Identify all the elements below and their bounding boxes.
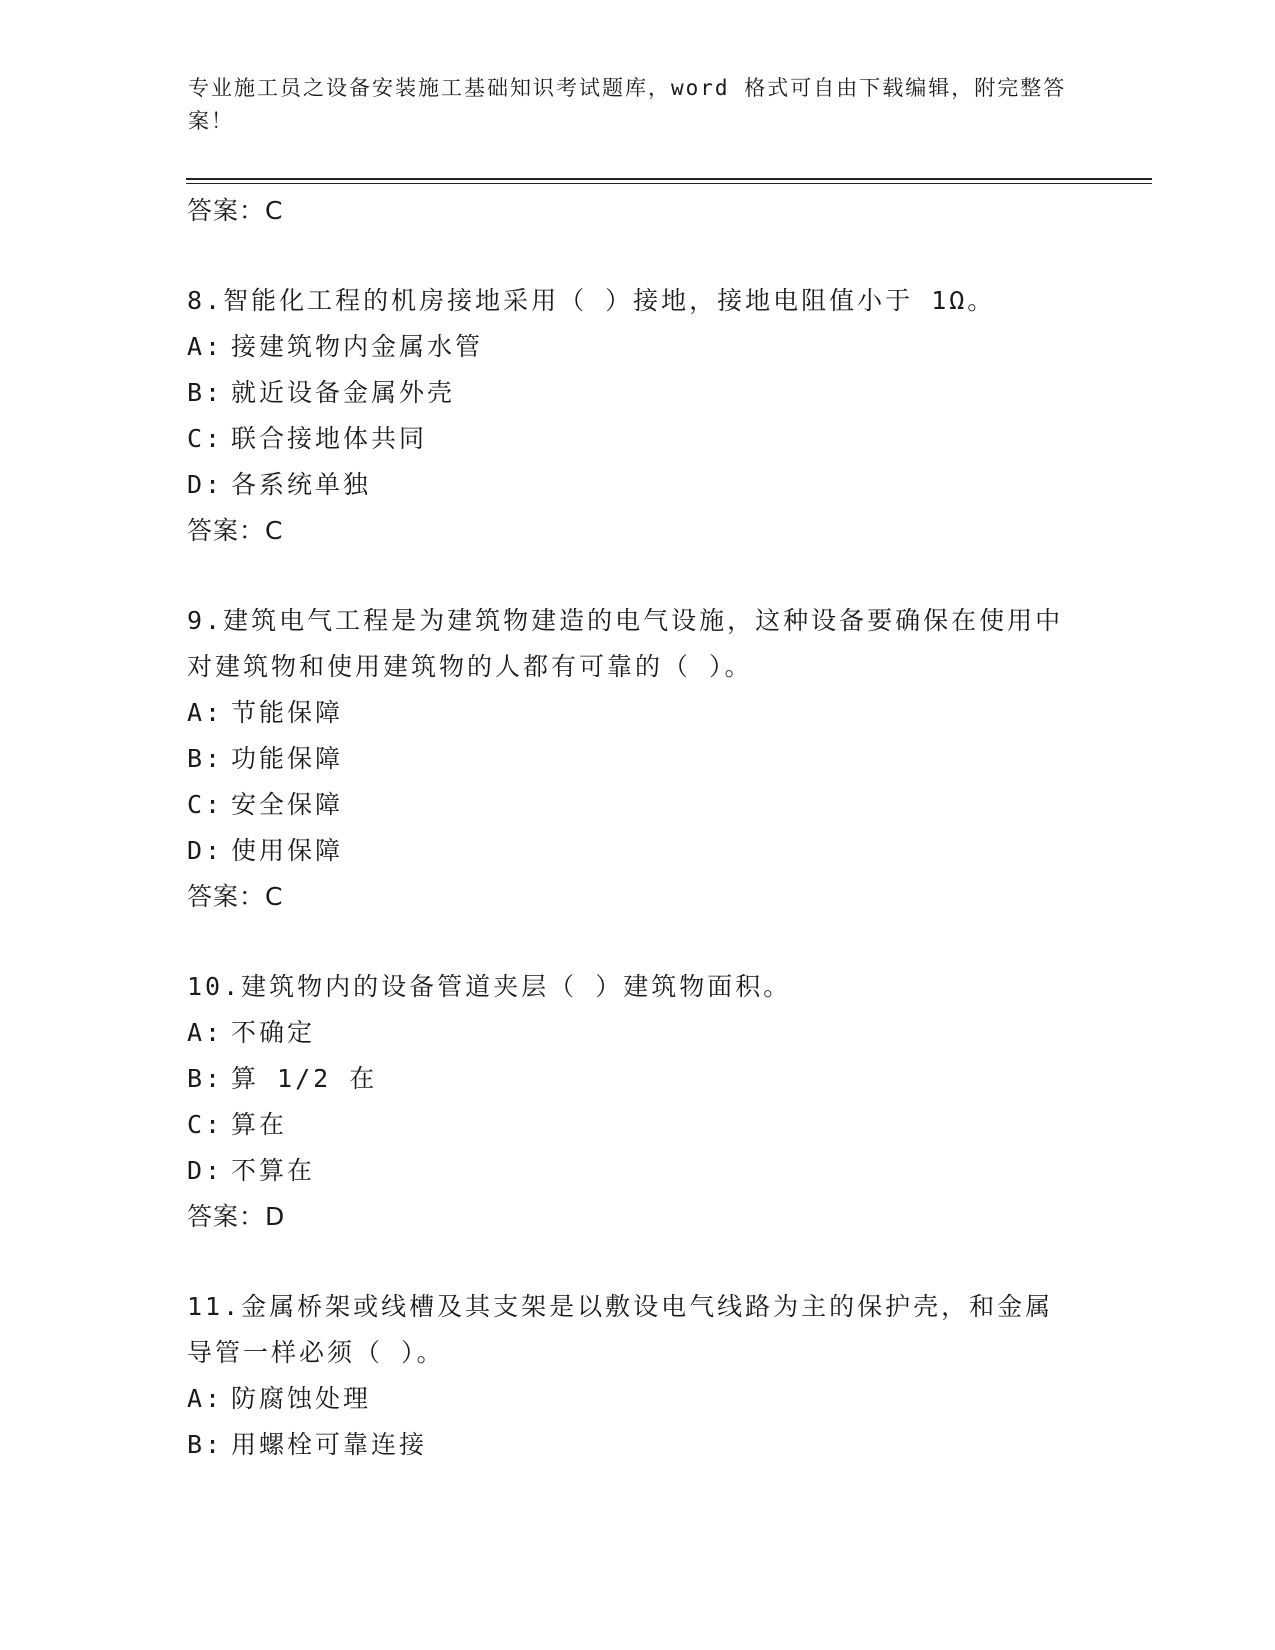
option-key: B:	[187, 744, 224, 773]
option-key: A:	[187, 698, 224, 727]
option-b	[187, 1422, 1087, 1468]
option-text: 就近设备金属外壳	[231, 378, 456, 407]
option-text: 算 1/2 在	[231, 1064, 378, 1093]
option-text: 算在	[231, 1110, 288, 1139]
option-a	[187, 690, 1087, 736]
answer-line: 答案：D	[187, 1202, 286, 1231]
option-text: 各系统单独	[231, 470, 372, 499]
option-key: C:	[187, 424, 224, 453]
option-key: A:	[187, 332, 224, 361]
option-key: C:	[187, 790, 224, 819]
option-c	[187, 1102, 1087, 1148]
question-text: 9.建筑电气工程是为建筑物建造的电气设施，这种设备要确保在使用中对建筑物和使用建筑物的人都有可靠的（ ）。	[187, 606, 1064, 681]
option-d	[187, 828, 1087, 874]
option-a	[187, 1376, 1087, 1422]
option-d	[187, 462, 1087, 508]
option-text: 防腐蚀处理	[231, 1384, 372, 1413]
option-key: C:	[187, 1110, 224, 1139]
option-b	[187, 1056, 1087, 1102]
option-key: D:	[187, 470, 224, 499]
option-text: 联合接地体共同	[231, 424, 428, 453]
option-text: 使用保障	[231, 836, 344, 865]
option-text: 接建筑物内金属水管	[231, 332, 484, 361]
header-divider-thin	[186, 183, 1152, 184]
option-c	[187, 416, 1087, 462]
option-text: 用螺栓可靠连接	[231, 1430, 428, 1459]
option-key: B:	[187, 1430, 224, 1459]
option-key: A:	[187, 1384, 224, 1413]
header-divider-thick	[186, 178, 1152, 180]
option-text: 不算在	[231, 1156, 316, 1185]
option-b	[187, 736, 1087, 782]
answer-line: 答案：C	[187, 516, 284, 545]
option-a	[187, 1010, 1087, 1056]
answer-line: 答案：C	[187, 196, 284, 225]
option-key: D:	[187, 836, 224, 865]
option-key: D:	[187, 1156, 224, 1185]
option-text: 不确定	[231, 1018, 316, 1047]
option-a	[187, 324, 1087, 370]
option-text: 节能保障	[231, 698, 344, 727]
question-list	[187, 188, 1087, 1468]
option-key: B:	[187, 378, 224, 407]
option-text: 安全保障	[231, 790, 344, 819]
answer-line: 答案：C	[187, 882, 284, 911]
option-b	[187, 370, 1087, 416]
option-c	[187, 782, 1087, 828]
option-text: 功能保障	[231, 744, 344, 773]
option-d	[187, 1148, 1087, 1194]
option-key: A:	[187, 1018, 224, 1047]
document-header: 专业施工员之设备安装施工基础知识考试题库，word 格式可自由下载编辑，附完整答案！	[188, 76, 1067, 133]
question-text: 10.建筑物内的设备管道夹层（ ）建筑物面积。	[187, 972, 792, 1001]
question-text: 11.金属桥架或线槽及其支架是以敷设电气线路为主的保护壳，和金属导管一样必须（ ）。	[187, 1292, 1054, 1367]
option-key: B:	[187, 1064, 224, 1093]
question-text: 8.智能化工程的机房接地采用（ ）接地，接地电阻值小于 1Ω。	[187, 286, 996, 315]
